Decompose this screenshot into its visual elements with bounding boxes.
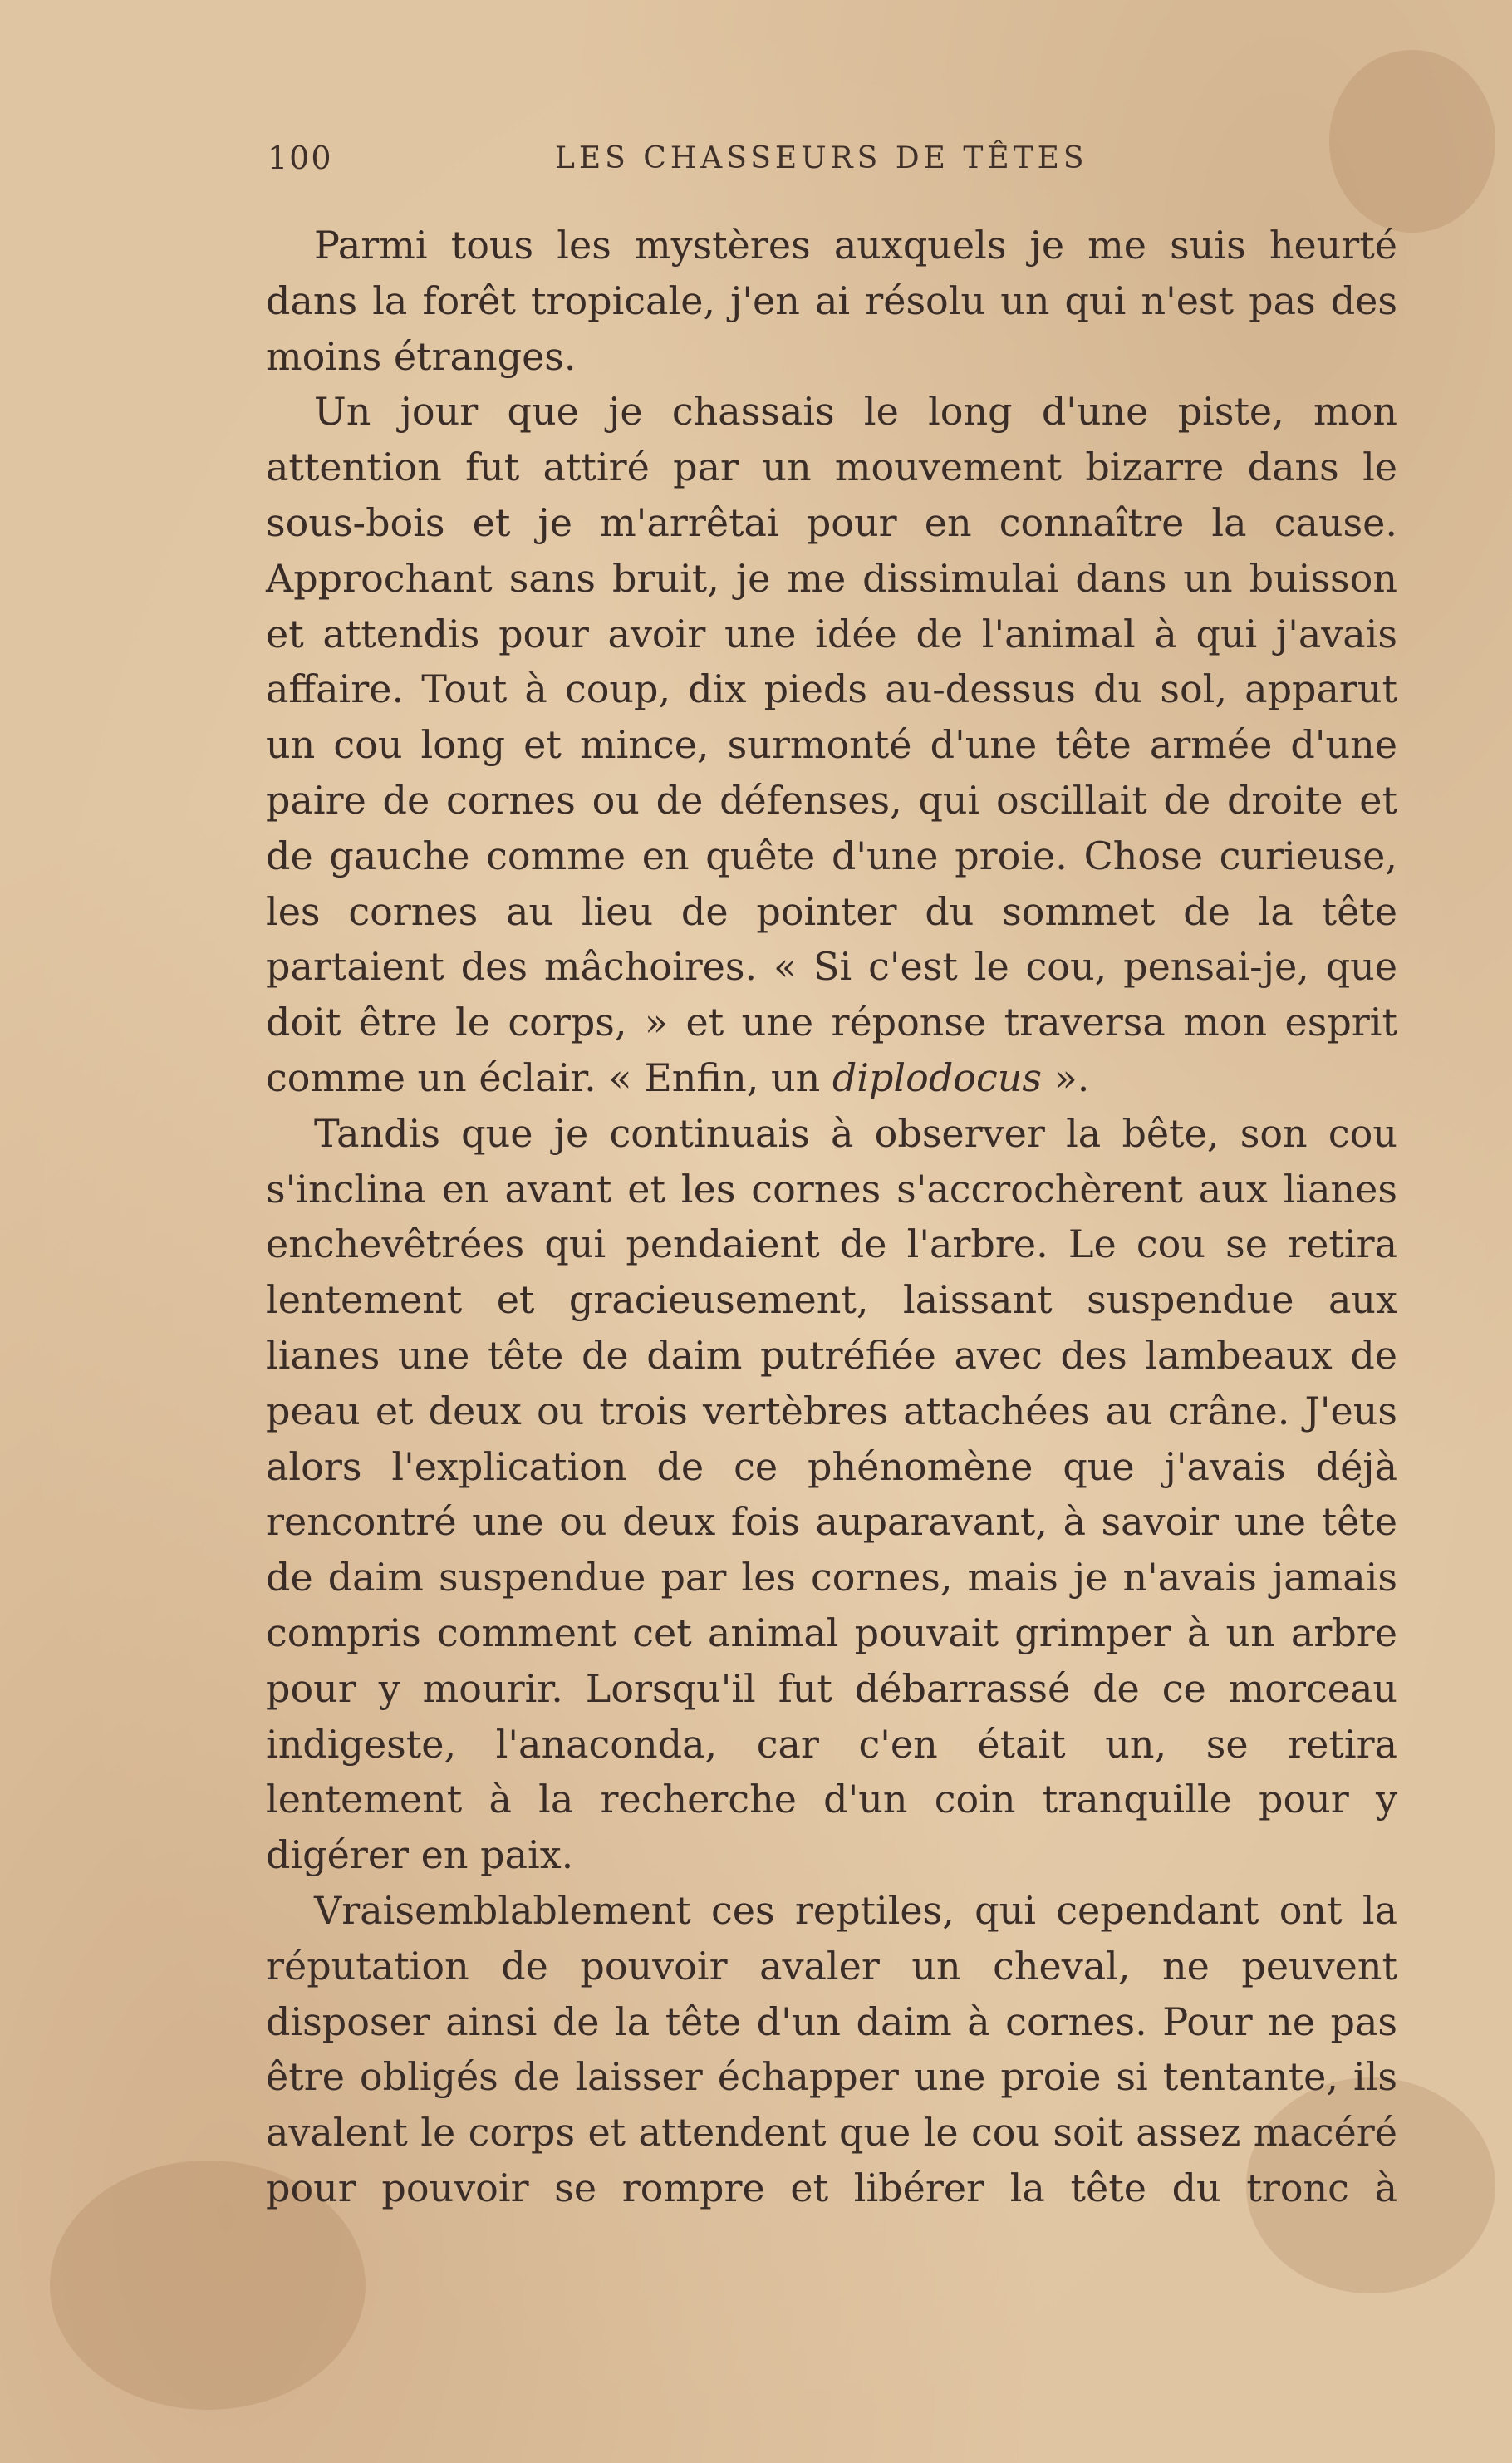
paragraph: Parmi tous les mystères auxquels je me suis heurté dans la forêt tropicale, j'en ai résolu un qui n'est pas des moins étranges.: [266, 223, 1397, 379]
body-text: [266, 218, 1397, 2216]
page-header: [268, 140, 1397, 178]
paragraph: Tandis que je continuais à observer la bête, son cou s'inclina en avant et les cornes s'accrochèrent aux lianes enchevêtrées qui pendaient de l'arbre. Le cou se retira lentement et gracieusement, laissant suspendue aux lianes une tête de daim putréfiée avec des lambeaux de peau et deux ou trois vertèbres attachées au crâne. J'eus alors l'explication de ce phénomène que j'avais déjà rencontré une ou deux fois auparavant, à savoir une tête de daim suspendue par les cornes, mais je n'avais jamais compris comment cet animal pouvait grimper à un arbre pour y mourir. Lorsqu'il fut débarrassé de ce morceau indigeste, l'anaconda, car c'en était un, se retira lentement à la recherche d'un coin tranquille pour y digérer en paix.: [266, 1110, 1397, 1878]
page-number: 100: [268, 140, 333, 176]
italic-term: diplodocus: [832, 1055, 1042, 1100]
paragraph-text: ».: [1041, 1055, 1090, 1100]
paragraph: Vraisemblablement ces reptiles, qui cependant ont la réputation de pouvoir avaler un cheval, ne peuvent disposer ainsi de la tête d'un daim à cornes. Pour ne pas être obligés de laisser échapper une proie si tentante, ils avalent le corps et attendent que le cou soit assez macéré pour pouvoir se rompre et libérer la tête du tronc à: [266, 1887, 1397, 2210]
paragraph: [266, 384, 1397, 1105]
paragraph-text: Un jour que je chassais le long d'une piste, mon attention fut attiré par un mouvement bizarre dans le sous-bois et je m'arrêtai pour en connaître la cause. Approchant sans bruit, je me dissimulai dans un buisson et attendis pour avoir une idée de l'animal à qui j'avais affaire. Tout à coup, dix pieds au-dessus du sol, apparut un cou long et mince, surmonté d'une tête armée d'une paire de cornes ou de défenses, qui oscillait de droite et de gauche comme en quête d'une proie. Chose curieuse, les cornes au lieu de pointer du sommet de la tête partaient des mâchoires. « Si c'est le cou, pensai-je, que doit être le corps, » et une réponse traversa mon esprit comme un éclair. « Enfin, un: [266, 389, 1397, 1100]
running-title: LES CHASSEURS DE TÊTES: [555, 141, 1088, 175]
